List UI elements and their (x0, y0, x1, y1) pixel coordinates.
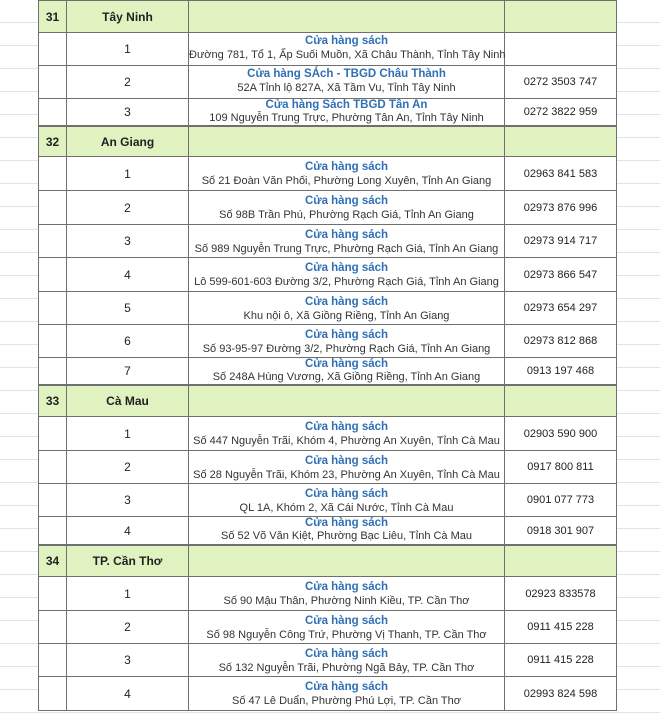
store-address: Số 47 Lê Duẩn, Phường Phú Lợi, TP. Cần Thơ (232, 695, 461, 707)
store-index: 6 (124, 334, 131, 348)
store-info-cell[interactable] (189, 484, 505, 517)
empty-cell[interactable] (38, 157, 67, 191)
store-info-cell[interactable] (189, 157, 505, 191)
province-number-cell[interactable] (38, 545, 67, 577)
store-phone-cell[interactable] (505, 258, 617, 292)
store-phone: 0911 415 228 (527, 621, 594, 633)
store-info-cell[interactable] (189, 99, 505, 126)
empty-cell[interactable] (38, 258, 67, 292)
store-row (0, 577, 660, 611)
province-name: An Giang (100, 134, 155, 149)
province-number: 34 (45, 554, 60, 568)
store-index-cell[interactable] (67, 677, 189, 711)
store-phone: 02973 812 868 (523, 335, 598, 347)
store-name: Cửa hàng sách (304, 161, 389, 173)
store-phone-cell[interactable] (505, 417, 617, 451)
store-row (0, 258, 660, 292)
store-index: 3 (124, 493, 131, 507)
store-info-cell[interactable] (189, 66, 505, 99)
province-empty-cell[interactable] (505, 385, 617, 417)
province-name: Cà Mau (106, 394, 149, 408)
store-address: Số 447 Nguyễn Trãi, Khóm 4, Phường An Xuyên, Tỉnh Cà Mau (193, 435, 500, 447)
empty-cell[interactable] (38, 677, 67, 711)
empty-cell[interactable] (38, 66, 67, 99)
store-index-cell[interactable] (67, 225, 189, 258)
store-info-cell[interactable] (189, 358, 505, 385)
store-info-cell[interactable] (189, 451, 505, 484)
empty-cell[interactable] (38, 325, 67, 358)
store-row (0, 484, 660, 517)
store-index-cell[interactable] (67, 292, 189, 325)
store-address: Số 248A Hùng Vương, Xã Giồng Riềng, Tỉnh An Giang (212, 371, 481, 383)
store-row (0, 33, 660, 66)
store-index: 3 (124, 234, 131, 248)
store-name: Cửa hàng sách (304, 648, 389, 660)
province-empty-cell[interactable] (189, 385, 505, 417)
store-name: Cửa hàng sách (304, 421, 389, 433)
store-info-cell[interactable] (189, 292, 505, 325)
store-row (0, 157, 660, 191)
store-index: 2 (124, 75, 131, 89)
province-number-cell[interactable] (38, 0, 67, 33)
store-index-cell[interactable] (67, 517, 189, 545)
store-name: Cửa hàng sách (304, 296, 389, 308)
store-phone: 02973 914 717 (523, 235, 598, 247)
store-name: Cửa hàng sách (304, 681, 389, 693)
store-phone: 02973 866 547 (523, 268, 598, 281)
empty-cell[interactable] (38, 225, 67, 258)
store-phone-cell[interactable] (505, 66, 617, 99)
province-row (0, 0, 660, 33)
store-name: Cửa hàng sách (304, 229, 389, 241)
store-address: Số 93-95-97 Đường 3/2, Phường Rạch Giá, Tỉnh An Giang (202, 343, 491, 355)
store-index: 1 (124, 42, 131, 56)
province-empty-cell[interactable] (505, 545, 617, 577)
store-address: Số 989 Nguyễn Trung Trực, Phường Rạch Giá, Tỉnh An Giang (194, 243, 499, 255)
store-index-cell[interactable] (67, 33, 189, 66)
store-phone-cell[interactable] (505, 611, 617, 644)
store-phone-cell[interactable] (505, 358, 617, 385)
store-address: Đường 781, Tổ 1, Ấp Suối Muồn, Xã Châu Thành, Tỉnh Tây Ninh (189, 49, 506, 61)
store-index-cell[interactable] (67, 157, 189, 191)
store-info-cell[interactable] (189, 225, 505, 258)
empty-cell[interactable] (38, 644, 67, 677)
store-row (0, 644, 660, 677)
store-address: Số 28 Nguyễn Trãi, Khóm 23, Phường An Xuyên, Tỉnh Cà Mau (193, 469, 500, 481)
store-row (0, 611, 660, 644)
store-phone-cell[interactable] (505, 225, 617, 258)
empty-cell[interactable] (38, 358, 67, 385)
store-index-cell[interactable] (67, 417, 189, 451)
empty-cell[interactable] (38, 517, 67, 545)
empty-cell[interactable] (38, 99, 67, 126)
store-index: 3 (124, 105, 131, 119)
store-info-cell[interactable] (189, 191, 505, 225)
empty-cell[interactable] (38, 577, 67, 611)
store-row (0, 66, 660, 99)
store-index-cell[interactable] (67, 66, 189, 99)
store-name: Cửa hàng sách (304, 615, 389, 627)
province-name: Tây Ninh (102, 9, 153, 24)
province-empty-cell[interactable] (505, 0, 617, 33)
store-name: Cửa hàng sách (304, 581, 389, 593)
store-index: 4 (124, 267, 131, 282)
store-phone-cell[interactable] (505, 99, 617, 126)
store-address: Số 98 Nguyễn Công Trứ, Phường Vị Thanh, TP. Cần Thơ (206, 629, 487, 641)
store-phone: 0901 077 773 (526, 494, 595, 506)
store-info-cell[interactable] (189, 644, 505, 677)
store-name: Cửa hàng Sách TBGD Tân An (265, 99, 428, 111)
province-row (0, 126, 660, 157)
store-phone-cell[interactable] (505, 517, 617, 545)
province-number: 32 (45, 134, 60, 149)
store-index-cell[interactable] (67, 191, 189, 225)
store-index: 4 (124, 523, 131, 538)
store-info-cell[interactable] (189, 325, 505, 358)
store-index: 2 (124, 200, 131, 215)
store-name: Cửa hàng sách (304, 329, 389, 341)
province-name-cell[interactable] (67, 385, 189, 417)
store-index: 2 (124, 620, 131, 634)
store-index-cell[interactable] (67, 644, 189, 677)
store-phone: 0272 3822 959 (523, 106, 598, 118)
store-phone-cell[interactable] (505, 677, 617, 711)
province-number: 31 (45, 9, 60, 24)
store-phone-cell[interactable] (505, 33, 617, 66)
store-phone-cell[interactable] (505, 644, 617, 677)
store-info-cell[interactable] (189, 611, 505, 644)
store-phone: 02973 876 996 (523, 201, 598, 214)
store-index: 3 (124, 653, 131, 667)
store-phone: 02923 833578 (525, 587, 596, 600)
province-number-cell[interactable] (38, 385, 67, 417)
store-row (0, 191, 660, 225)
store-address: Số 90 Mậu Thân, Phường Ninh Kiều, TP. Cần Thơ (223, 595, 470, 607)
store-name: Cửa hàng sách (304, 262, 389, 274)
store-address: Số 98B Trần Phú, Phường Rạch Giá, Tỉnh An Giang (219, 209, 474, 221)
store-index-cell[interactable] (67, 325, 189, 358)
store-index-cell[interactable] (67, 258, 189, 292)
store-phone-cell[interactable] (505, 292, 617, 325)
store-phone: 0913 197 468 (526, 365, 595, 377)
empty-cell[interactable] (38, 33, 67, 66)
store-phone: 0911 415 228 (527, 654, 594, 666)
store-phone: 0272 3503 747 (523, 76, 598, 88)
province-name: TP. Cần Thơ (92, 554, 163, 568)
store-index-cell[interactable] (67, 99, 189, 126)
empty-cell[interactable] (38, 292, 67, 325)
province-empty-cell[interactable] (189, 0, 505, 33)
store-row (0, 517, 660, 545)
store-info-cell[interactable] (189, 517, 505, 545)
store-row (0, 225, 660, 258)
store-row (0, 358, 660, 385)
store-info-cell[interactable] (189, 417, 505, 451)
province-row (0, 545, 660, 577)
province-name-cell[interactable] (67, 126, 189, 157)
store-address: QL 1A, Khóm 2, Xã Cái Nước, Tỉnh Cà Mau (239, 502, 454, 514)
store-address: Lô 599-601-603 Đường 3/2, Phường Rạch Giá, Tỉnh An Giang (194, 276, 499, 288)
store-row (0, 417, 660, 451)
store-phone-cell[interactable] (505, 451, 617, 484)
empty-cell[interactable] (38, 484, 67, 517)
empty-cell[interactable] (38, 451, 67, 484)
store-info-cell[interactable] (189, 33, 505, 66)
store-index-cell[interactable] (67, 358, 189, 385)
store-phone-cell[interactable] (505, 325, 617, 358)
province-number: 33 (45, 394, 60, 408)
province-number-cell[interactable] (38, 126, 67, 157)
store-phone-cell[interactable] (505, 157, 617, 191)
empty-cell[interactable] (38, 417, 67, 451)
store-phone: 02973 654 297 (523, 302, 598, 314)
store-row (0, 677, 660, 711)
store-address: Số 132 Nguyễn Trãi, Phường Ngã Bảy, TP. Cần Thơ (218, 662, 475, 674)
store-index: 5 (124, 301, 131, 315)
empty-cell[interactable] (38, 191, 67, 225)
store-phone: 0918 301 907 (526, 524, 595, 537)
store-phone: 02993 824 598 (523, 687, 598, 700)
store-phone-cell[interactable] (505, 191, 617, 225)
store-row (0, 325, 660, 358)
store-index: 1 (124, 586, 131, 601)
store-address: Số 21 Đoàn Văn Phối, Phường Long Xuyên, Tỉnh An Giang (201, 175, 492, 187)
store-address: Số 52 Võ Văn Kiệt, Phường Bạc Liêu, Tỉnh Cà Mau (220, 530, 473, 542)
province-row (0, 385, 660, 417)
store-phone: 02903 590 900 (523, 427, 598, 440)
store-index: 2 (124, 460, 131, 474)
store-address: 52A Tỉnh lộ 827A, Xã Tầm Vu, Tỉnh Tây Ninh (237, 82, 456, 94)
store-name: Cửa hàng sách (304, 195, 389, 207)
empty-cell[interactable] (38, 611, 67, 644)
store-name: Cửa hàng SÁch - TBGD Châu Thành (247, 68, 446, 80)
store-name: Cửa hàng sách (304, 488, 389, 500)
store-name: Cửa hàng sách (304, 358, 389, 370)
store-phone: 0917 800 811 (527, 461, 594, 473)
store-address: Khu nội ô, Xã Giồng Riềng, Tỉnh An Giang (243, 310, 450, 322)
store-name: Cửa hàng sách (304, 517, 389, 529)
store-row (0, 451, 660, 484)
store-info-cell[interactable] (189, 258, 505, 292)
store-index-cell[interactable] (67, 484, 189, 517)
store-name: Cửa hàng sách (304, 35, 389, 47)
province-name-cell[interactable] (67, 0, 189, 33)
store-row (0, 292, 660, 325)
province-empty-cell[interactable] (189, 545, 505, 577)
store-index-cell[interactable] (67, 577, 189, 611)
province-empty-cell[interactable] (189, 126, 505, 157)
province-name-cell[interactable] (67, 545, 189, 577)
store-index: 7 (124, 364, 131, 378)
store-phone: 02963 841 583 (523, 167, 598, 180)
store-index-cell[interactable] (67, 451, 189, 484)
store-info-cell[interactable] (189, 577, 505, 611)
store-address: 109 Nguyễn Trung Trực, Phường Tân An, Tỉnh Tây Ninh (209, 112, 484, 124)
store-info-cell[interactable] (189, 677, 505, 711)
store-phone-cell[interactable] (505, 577, 617, 611)
store-phone-cell[interactable] (505, 484, 617, 517)
store-index: 1 (124, 426, 131, 441)
store-index: 4 (124, 686, 131, 701)
store-row (0, 99, 660, 126)
store-index-cell[interactable] (67, 611, 189, 644)
store-index: 1 (124, 166, 131, 181)
store-name: Cửa hàng sách (304, 455, 389, 467)
province-empty-cell[interactable] (505, 126, 617, 157)
